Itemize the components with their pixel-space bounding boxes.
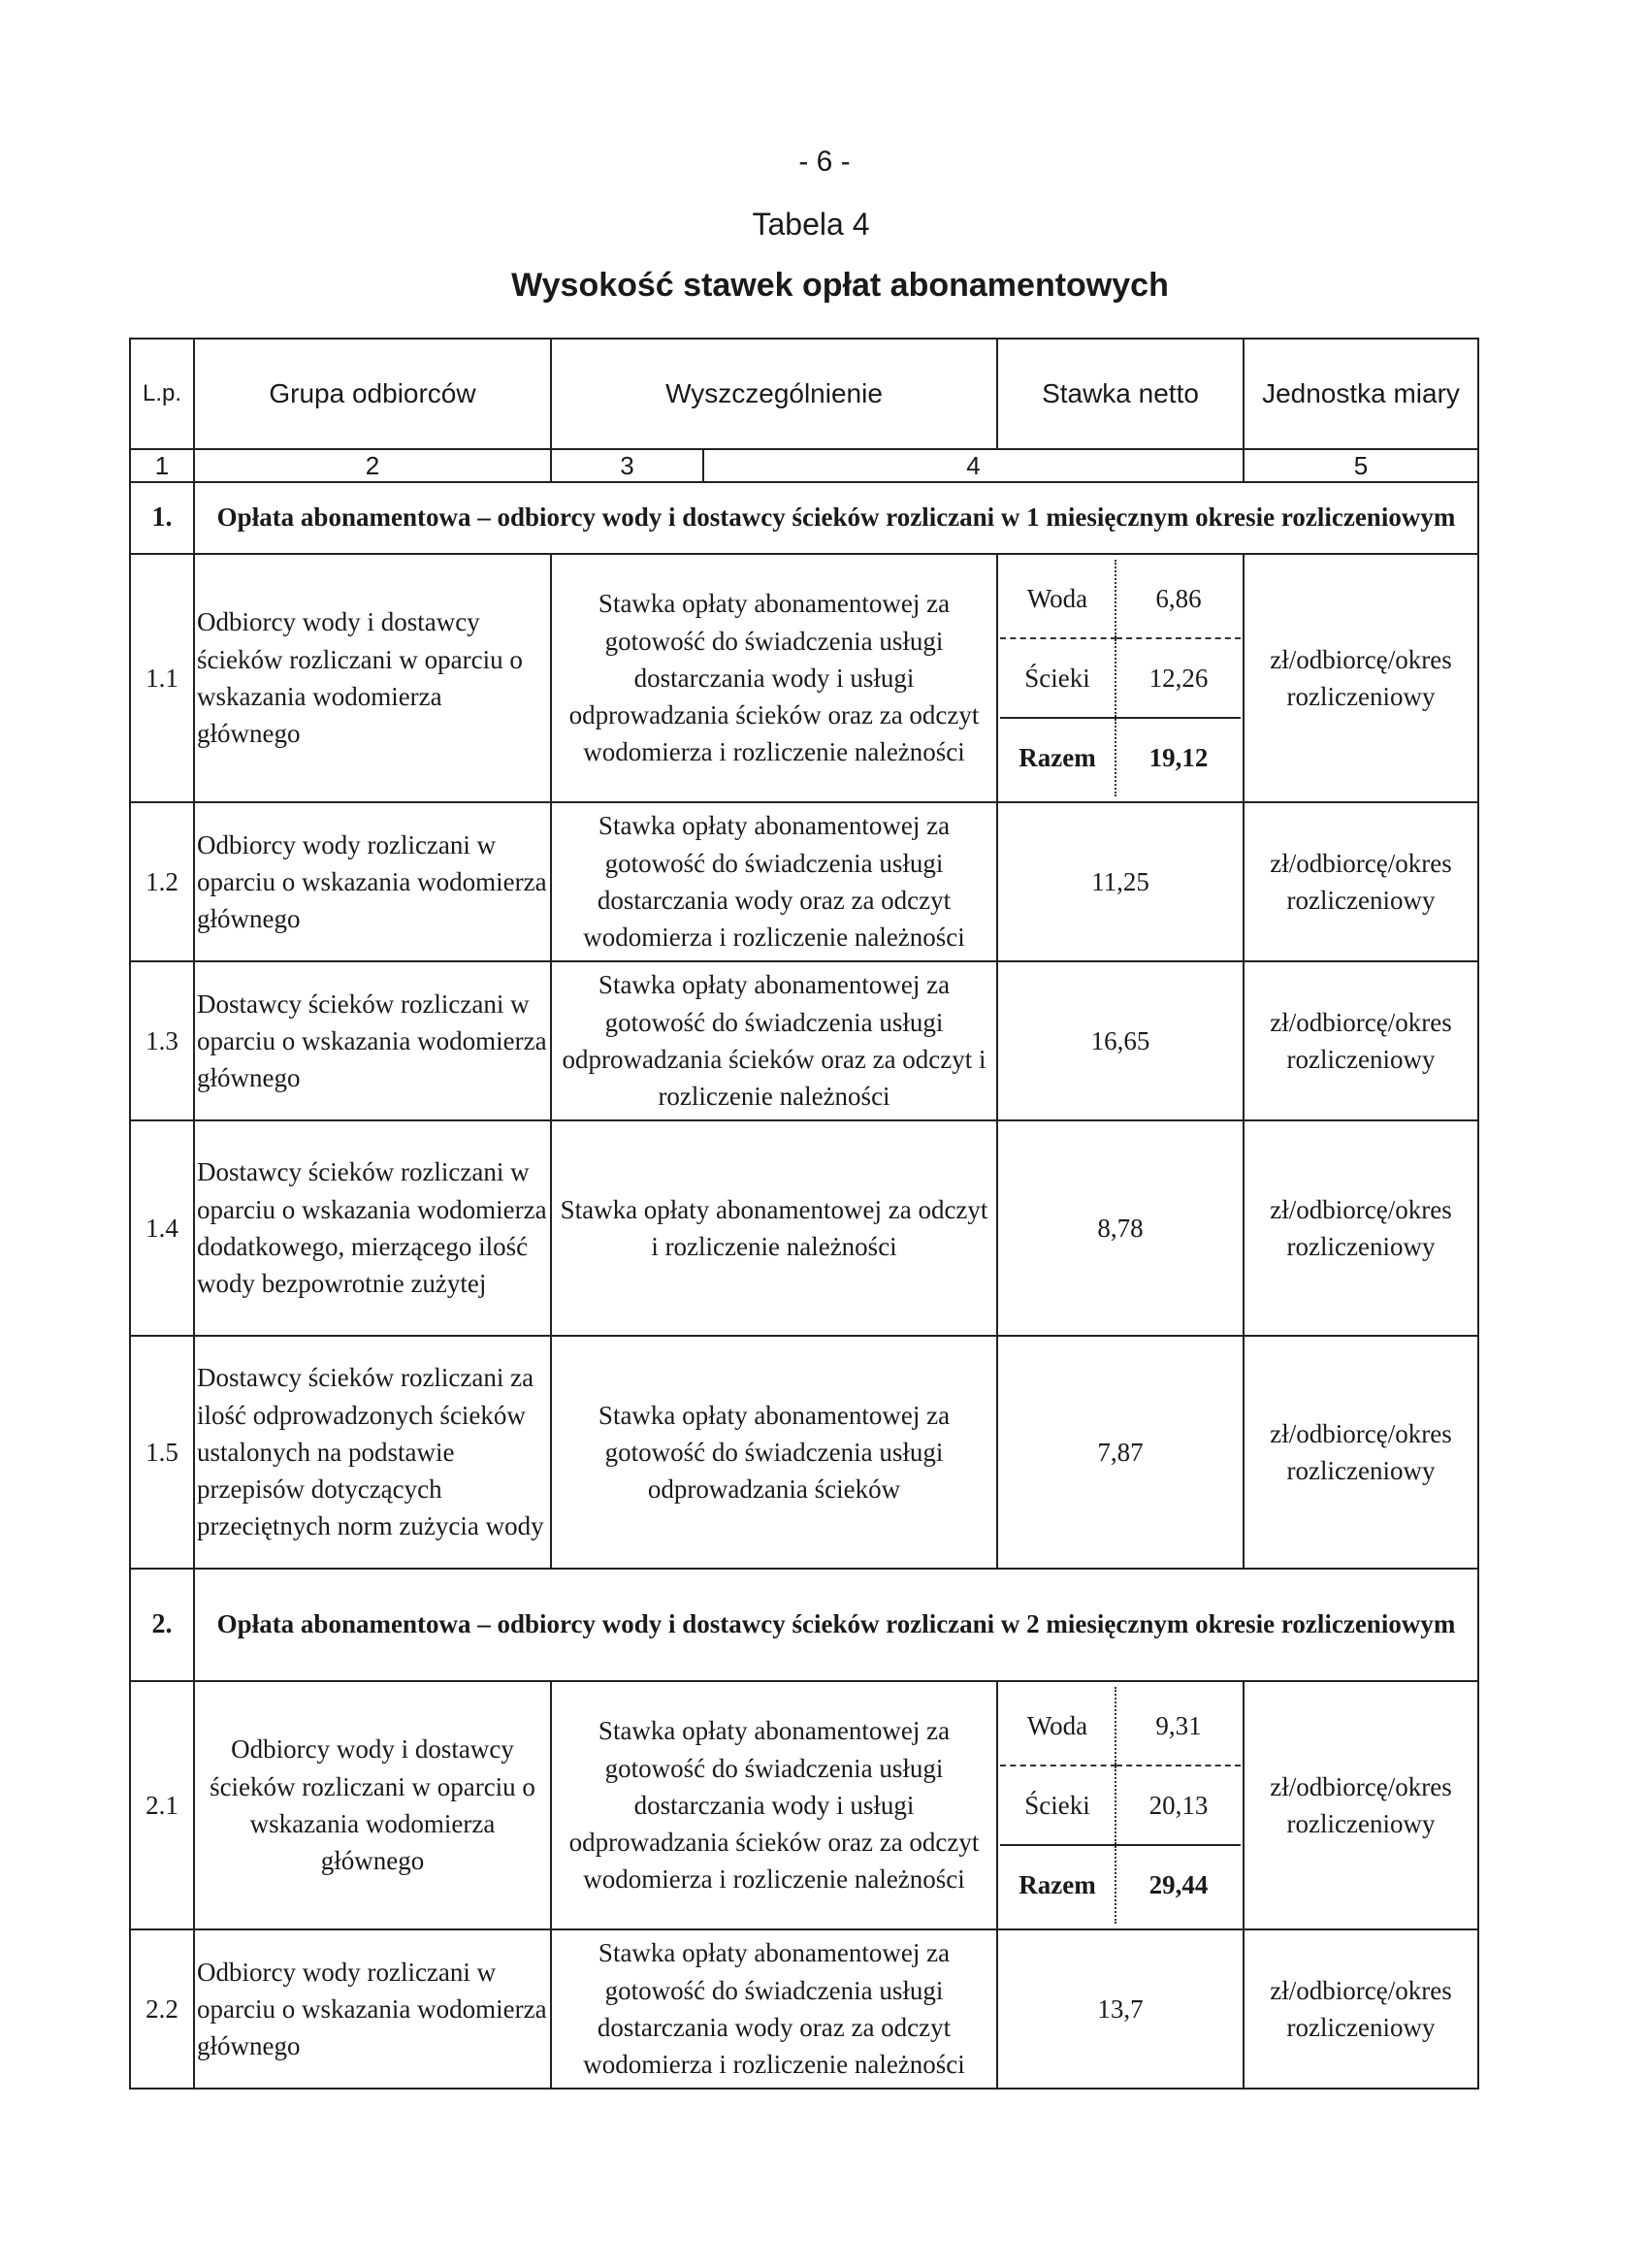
water-label: Woda [1000, 1687, 1116, 1766]
details-cell: Stawka opłaty abonamentowej za gotowość do świadczenia usługi dostarczania wody i usługi odprowadzania ścieków oraz za odczyt wodomierza i rozliczenie należności [551, 1681, 997, 1929]
row-number: 1.5 [130, 1336, 194, 1569]
rate-cell: 8,78 [997, 1120, 1244, 1336]
water-label: Woda [1000, 560, 1116, 638]
rate-subtable [1000, 1687, 1241, 1924]
rate-cell: 11,25 [997, 802, 1244, 961]
total-label: Razem [1000, 1845, 1116, 1924]
group-cell: Odbiorcy wody i dostawcy ścieków rozliczani w oparciu o wskazania wodomierza głównego [194, 1681, 551, 1929]
total-label: Razem [1000, 718, 1116, 796]
water-value: 9,31 [1116, 1687, 1241, 1766]
fees-table [129, 338, 1479, 2090]
col-header-lp: L.p. [130, 339, 194, 449]
page-title: Wysokość stawek opłat abonamentowych [511, 267, 1169, 304]
rate-cell: 7,87 [997, 1336, 1244, 1569]
table-row [130, 1336, 1478, 1569]
col-header-details: Wyszczególnienie [551, 339, 997, 449]
col-header-unit: Jednostka miary [1244, 339, 1478, 449]
table-row [130, 961, 1478, 1120]
details-cell: Stawka opłaty abonamentowej za odczyt i rozliczenie należności [551, 1120, 997, 1336]
col-header-rate: Stawka netto [997, 339, 1244, 449]
section-number: 1. [130, 482, 194, 554]
table-label: Tabela 4 [752, 207, 870, 242]
group-cell: Dostawcy ścieków rozliczani za ilość odprowadzonych ścieków ustalonych na podstawie przepisów dotyczących przeciętnych norm zużycia wody [194, 1336, 551, 1569]
total-value: 29,44 [1148, 1869, 1209, 1899]
water-value: 6,86 [1116, 560, 1241, 638]
row-number: 2.1 [130, 1681, 194, 1929]
unit-cell: zł/odbiorcę/okres rozliczeniowy [1244, 1929, 1478, 2089]
sewage-label: Ścieki [1000, 638, 1116, 718]
details-cell: Stawka opłaty abonamentowej za gotowość do świadczenia usługi dostarczania wody i usługi odprowadzania ścieków oraz za odczyt wodomierza i rozliczenie należności [551, 554, 997, 802]
rate-cell: 16,65 [997, 961, 1244, 1120]
group-cell: Odbiorcy wody rozliczani w oparciu o wskazania wodomierza głównego [194, 802, 551, 961]
col-number-2: 2 [194, 449, 551, 482]
row-number: 2.2 [130, 1929, 194, 2089]
unit-cell: zł/odbiorcę/okres rozliczeniowy [1244, 802, 1478, 961]
col-number-1: 1 [130, 449, 194, 482]
section-number: 2. [130, 1569, 194, 1681]
table-row [130, 1681, 1478, 1929]
row-number: 1.3 [130, 961, 194, 1120]
group-cell: Dostawcy ścieków rozliczani w oparciu o wskazania wodomierza dodatkowego, mierzącego ilość wody bezpowrotnie zużytej [194, 1120, 551, 1336]
unit-cell: zł/odbiorcę/okres rozliczeniowy [1244, 1120, 1478, 1336]
group-cell: Odbiorcy wody i dostawcy ścieków rozliczani w oparciu o wskazania wodomierza głównego [194, 554, 551, 802]
row-number: 1.2 [130, 802, 194, 961]
col-number-5: 5 [1244, 449, 1478, 482]
details-cell: Stawka opłaty abonamentowej za gotowość do świadczenia usługi dostarczania wody oraz za odczyt wodomierza i rozliczenie należności [551, 802, 997, 961]
unit-cell: zł/odbiorcę/okres rozliczeniowy [1244, 1681, 1478, 1929]
unit-cell: zł/odbiorcę/okres rozliczeniowy [1244, 1336, 1478, 1569]
unit-cell: zł/odbiorcę/okres rozliczeniowy [1244, 554, 1478, 802]
col-header-group: Grupa odbiorców [194, 339, 551, 449]
column-number-row [130, 449, 1478, 482]
col-number-3-4 [551, 449, 1244, 482]
rate-breakdown [997, 554, 1244, 802]
section-title: Opłata abonamentowa – odbiorcy wody i dostawcy ścieków rozliczani w 2 miesięcznym okresie rozliczeniowym [194, 1569, 1478, 1681]
section-row [130, 482, 1478, 554]
total-value: 19,12 [1148, 742, 1209, 772]
table-row [130, 1929, 1478, 2089]
details-cell: Stawka opłaty abonamentowej za gotowość do świadczenia usługi odprowadzania ścieków [551, 1336, 997, 1569]
header-row [130, 339, 1478, 449]
sewage-label: Ścieki [1000, 1766, 1116, 1845]
col-number-4: 4 [966, 451, 981, 480]
section-row [130, 1569, 1478, 1681]
sewage-value: 12,26 [1116, 638, 1241, 718]
page-number: - 6 - [798, 146, 851, 178]
rate-cell: 13,7 [997, 1929, 1244, 2089]
section-title: Opłata abonamentowa – odbiorcy wody i dostawcy ścieków rozliczani w 1 miesięcznym okresie rozliczeniowym [194, 482, 1478, 554]
row-number: 1.4 [130, 1120, 194, 1336]
row-number: 1.1 [130, 554, 194, 802]
unit-cell: zł/odbiorcę/okres rozliczeniowy [1244, 961, 1478, 1120]
rate-subtable [1000, 560, 1241, 796]
details-cell: Stawka opłaty abonamentowej za gotowość do świadczenia usługi odprowadzania ścieków oraz za odczyt i rozliczenie należności [551, 961, 997, 1120]
table-row [130, 1120, 1478, 1336]
group-cell: Dostawcy ścieków rozliczani w oparciu o wskazania wodomierza głównego [194, 961, 551, 1120]
group-cell: Odbiorcy wody rozliczani w oparciu o wskazania wodomierza głównego [194, 1929, 551, 2089]
details-cell: Stawka opłaty abonamentowej za gotowość do świadczenia usługi dostarczania wody oraz za odczyt wodomierza i rozliczenie należności [551, 1929, 997, 2089]
sewage-value: 20,13 [1116, 1766, 1241, 1845]
col-number-3: 3 [552, 450, 704, 481]
table-row [130, 554, 1478, 802]
rate-breakdown [997, 1681, 1244, 1929]
table-row [130, 802, 1478, 961]
